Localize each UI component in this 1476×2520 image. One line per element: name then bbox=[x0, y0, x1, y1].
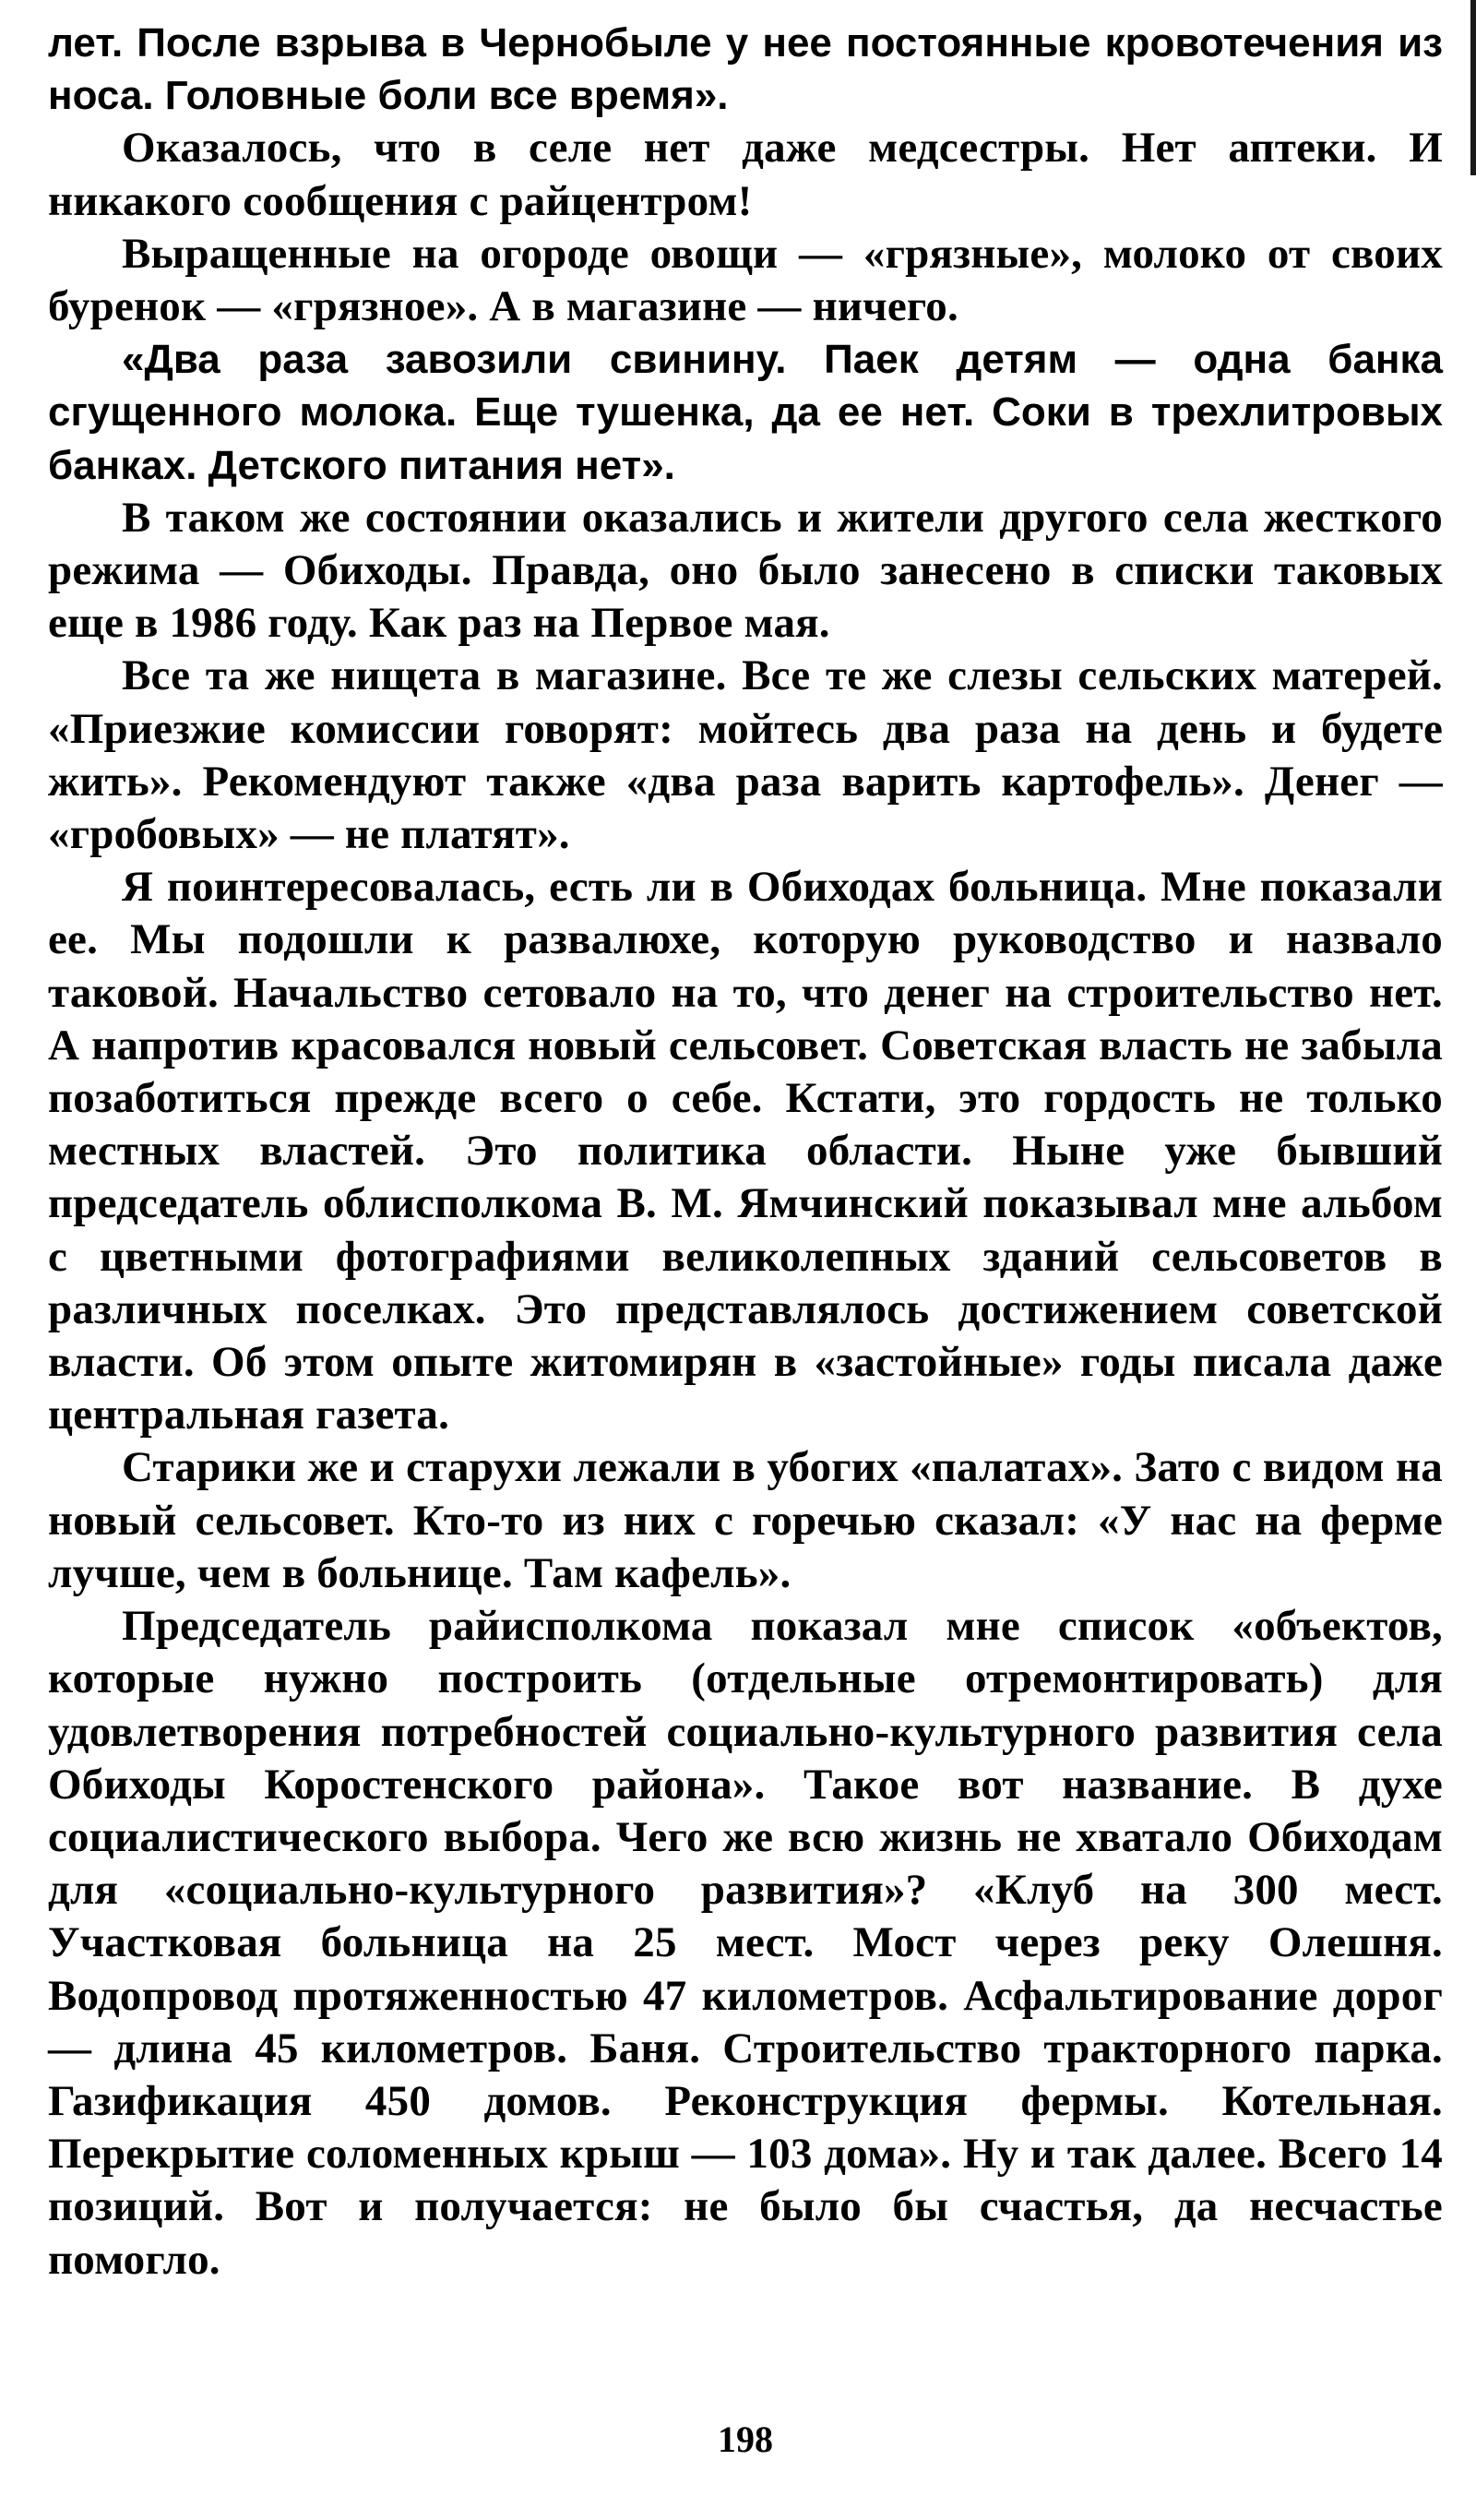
paragraph-9: Председатель райисполкома показал мне список «объектов, которые нужно построить (отдельные отремонтировать) для удовлетворения потребностей социально-культурного развития села Обиходы Коростенского района». Такое вот название. В духе социалистического выбора. Чего же всю жизнь не хватало Обиходам для «социально-культурного развития»? «Клуб на 300 мест. Участковая больница на 25 мест. Мост через реку Олешня. Водопровод протяженностью 47 километров. Асфальтирование дорог — длина 45 километров. Баня. Строительство тракторного парка. Газификация 450 домов. Реконструкция фермы. Котельная. Перекрытие соломенных крыш — 103 дома». Ну и так далее. Всего 14 позиций. Вот и получается: не было бы счастья, да несчастье помогло. bbox=[48, 1602, 1443, 2284]
book-page bbox=[48, 0, 1443, 2520]
paragraph-3: Выращенные на огороде овощи — «грязные», молоко от своих буренок — «грязное». А в магазине — ничего. bbox=[48, 229, 1443, 331]
paragraph-5: В таком же состоянии оказались и жители другого села жесткого режима — Обиходы. Правда, оно было занесено в списки таковых еще в 1986 году. Как раз на Первое мая. bbox=[48, 493, 1443, 648]
paragraph-1: лет. После взрыва в Чернобыле у нее постоянные кровотечения из носа. Головные боли все время». bbox=[48, 20, 1443, 119]
paragraph-2: Оказалось, что в селе нет даже медсестры. Нет аптеки. И никакого сообщения с райцентром! bbox=[48, 124, 1443, 225]
page-number: 198 bbox=[718, 2418, 773, 2460]
scan-edge-shadow bbox=[1470, 0, 1476, 175]
paragraph-7: Я поинтересовалась, есть ли в Обиходах больница. Мне показали ее. Мы подошли к развалюхе, которую руководство и назвало таковой. Начальство сетовало на то, что денег на строительство нет. А напротив красовался новый сельсовет. Советская власть не забыла позаботиться прежде всего о себе. Кстати, это гордость не только местных властей. Это политика области. Ныне уже бывший председатель облисполкома В. М. Ямчинский показывал мне альбом с цветными фотографиями великолепных зданий сельсоветов в различных поселках. Это представлялось достижением советской власти. Об этом опыте житомирян в «застойные» годы писала даже центральная газета. bbox=[48, 863, 1443, 1439]
paragraph-6: Все та же нищета в магазине. Все те же слезы сельских матерей. «Приезжие комиссии говорят: мойтесь два раза на день и будете жить». Рекомендуют также «два раза варить картофель». Денег — «гробовых» — не платят». bbox=[48, 651, 1443, 859]
paragraph-4: «Два раза завозили свинину. Паек детям — одна банка сгущенного молока. Еще тушенка, да ее нет. Соки в трехлитровых банках. Детского питания нет». bbox=[48, 337, 1443, 488]
paragraph-8: Старики же и старухи лежали в убогих «палатах». Зато с видом на новый сельсовет. Кто-то из них с горечью сказал: «У нас на ферме лучше, чем в больнице. Там кафель». bbox=[48, 1443, 1443, 1597]
